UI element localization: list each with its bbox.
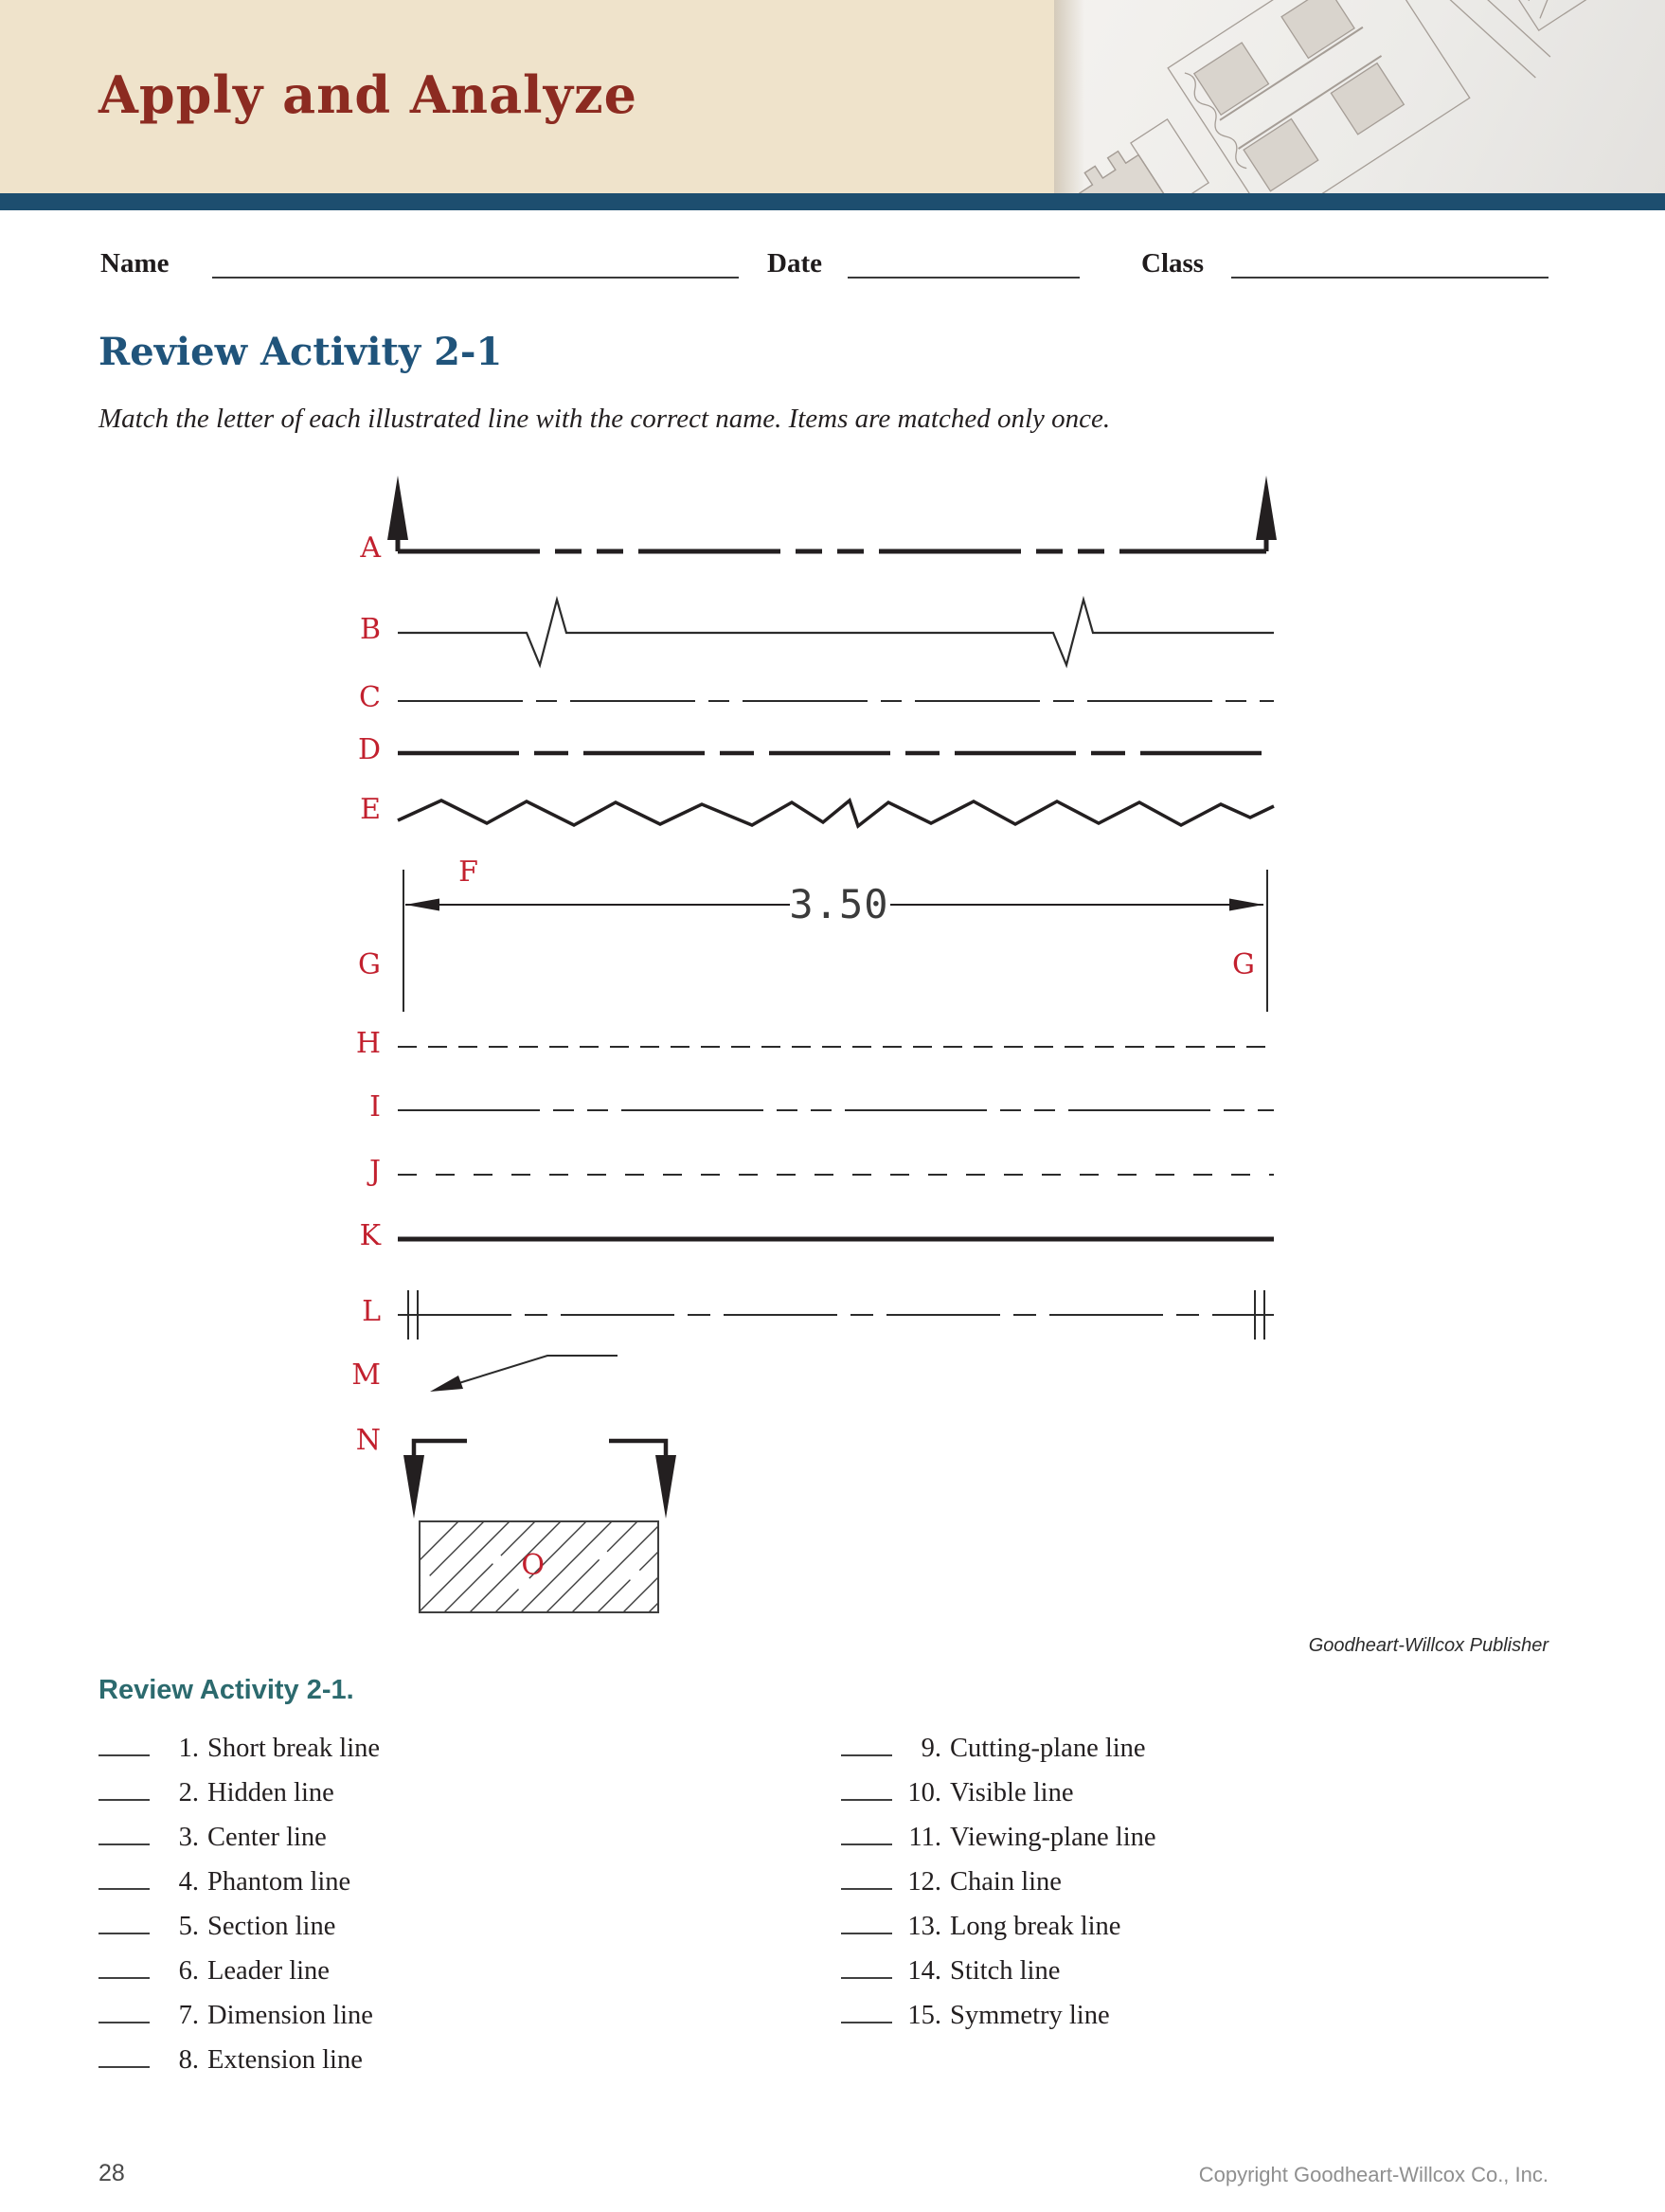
line-label-d: D bbox=[357, 733, 381, 766]
item-label: Short break line bbox=[207, 1734, 381, 1763]
match-item bbox=[98, 1952, 380, 1997]
answer-blank bbox=[841, 1952, 892, 1979]
item-number: 10. bbox=[907, 1778, 941, 1807]
date-label: Date bbox=[767, 248, 822, 279]
answer-blank bbox=[841, 1908, 892, 1934]
answer-blank bbox=[841, 1997, 892, 2023]
item-label: Dimension line bbox=[207, 2001, 373, 2030]
item-label: Leader line bbox=[207, 1956, 330, 1986]
answer-column-right bbox=[841, 1730, 1156, 2041]
item-number: 7. bbox=[178, 2001, 199, 2030]
match-item bbox=[841, 1952, 1156, 1997]
match-item bbox=[98, 1997, 380, 2041]
answer-blank bbox=[98, 1997, 150, 2023]
leader-arrow-icon bbox=[430, 1376, 463, 1392]
item-label: Visible line bbox=[950, 1778, 1074, 1807]
line-label-g-left: G bbox=[358, 948, 381, 981]
item-number: 4. bbox=[178, 1867, 199, 1897]
line-n-graphic bbox=[403, 1441, 676, 1519]
answer-blank bbox=[98, 1730, 150, 1756]
line-l-graphic bbox=[398, 1290, 1274, 1340]
class-label: Class bbox=[1141, 248, 1205, 279]
item-number: 12. bbox=[907, 1867, 941, 1897]
line-label-f: F bbox=[458, 855, 478, 889]
up-arrow-icon bbox=[387, 476, 408, 540]
item-number: 1. bbox=[178, 1734, 199, 1763]
answer-blank bbox=[98, 1908, 150, 1934]
match-item bbox=[98, 1908, 380, 1952]
line-label-g-right: G bbox=[1232, 948, 1255, 981]
item-label: Viewing-plane line bbox=[950, 1823, 1156, 1852]
answer-blank bbox=[98, 1819, 150, 1845]
line-label-m: M bbox=[351, 1358, 381, 1392]
item-number: 6. bbox=[178, 1956, 199, 1986]
match-item bbox=[841, 1863, 1156, 1908]
match-item bbox=[98, 2041, 380, 2086]
match-item bbox=[841, 1997, 1156, 2041]
item-label: Hidden line bbox=[207, 1778, 334, 1807]
item-label: Cutting-plane line bbox=[950, 1734, 1146, 1763]
match-item bbox=[841, 1774, 1156, 1819]
right-arrow-icon bbox=[1229, 899, 1263, 911]
item-label: Extension line bbox=[207, 2045, 363, 2075]
line-label-c: C bbox=[359, 681, 381, 714]
dimension-value: 3.50 bbox=[789, 881, 889, 927]
match-item bbox=[841, 1819, 1156, 1863]
line-a-graphic bbox=[387, 476, 1277, 551]
item-label: Chain line bbox=[950, 1867, 1062, 1897]
line-e-graphic bbox=[398, 800, 1274, 826]
up-arrow-icon bbox=[1256, 476, 1277, 540]
item-number: 13. bbox=[907, 1912, 941, 1941]
answer-blank bbox=[98, 2041, 150, 2068]
match-item bbox=[98, 1863, 380, 1908]
left-arrow-icon bbox=[405, 899, 439, 911]
match-item bbox=[841, 1908, 1156, 1952]
answer-blank bbox=[98, 1774, 150, 1801]
match-item bbox=[98, 1730, 380, 1774]
page-number: 28 bbox=[98, 2160, 125, 2186]
item-number: 15. bbox=[907, 2001, 941, 2030]
line-b-graphic bbox=[398, 600, 1274, 665]
item-label: Section line bbox=[207, 1912, 336, 1941]
answer-blank bbox=[841, 1863, 892, 1890]
item-label: Stitch line bbox=[950, 1956, 1061, 1986]
page-title: Apply and Analyze bbox=[98, 64, 637, 125]
answers-subheading: Review Activity 2-1. bbox=[98, 1675, 354, 1705]
match-item bbox=[841, 1730, 1156, 1774]
item-number: 5. bbox=[178, 1912, 199, 1941]
item-number: 14. bbox=[907, 1956, 941, 1986]
item-label: Long break line bbox=[950, 1912, 1121, 1941]
line-label-a: A bbox=[360, 531, 381, 565]
answer-blank bbox=[841, 1774, 892, 1801]
line-label-l: L bbox=[362, 1295, 381, 1328]
item-label: Phantom line bbox=[207, 1867, 351, 1897]
publisher-credit: Goodheart-Willcox Publisher bbox=[1308, 1635, 1549, 1656]
line-label-e: E bbox=[360, 793, 381, 826]
line-label-i: I bbox=[369, 1090, 381, 1124]
item-number: 9. bbox=[921, 1734, 941, 1763]
down-arrow-icon bbox=[403, 1455, 424, 1519]
line-o-graphic bbox=[360, 1516, 745, 1620]
line-label-h: H bbox=[355, 1027, 381, 1060]
line-label-o: O bbox=[521, 1549, 545, 1582]
line-m-graphic bbox=[430, 1356, 618, 1392]
down-arrow-icon bbox=[655, 1455, 676, 1519]
item-number: 11. bbox=[908, 1823, 941, 1852]
item-number: 3. bbox=[178, 1823, 199, 1852]
answer-column-left bbox=[98, 1730, 380, 2086]
item-label: Symmetry line bbox=[950, 2001, 1110, 2030]
line-label-k: K bbox=[359, 1219, 381, 1252]
copyright-text: Copyright Goodheart-Willcox Co., Inc. bbox=[1198, 2163, 1549, 2186]
answer-blank bbox=[98, 1952, 150, 1979]
line-label-j: J bbox=[368, 1155, 381, 1188]
line-label-b: B bbox=[359, 613, 381, 646]
answer-blank bbox=[841, 1730, 892, 1756]
match-item bbox=[98, 1819, 380, 1863]
line-label-n: N bbox=[355, 1424, 381, 1457]
activity-instructions: Match the letter of each illustrated line with the correct name. Items are matched only once. bbox=[98, 404, 1111, 434]
item-label: Center line bbox=[207, 1823, 327, 1852]
name-label: Name bbox=[100, 248, 170, 279]
item-number: 8. bbox=[178, 2045, 199, 2075]
item-number: 2. bbox=[178, 1778, 199, 1807]
answer-blank bbox=[98, 1863, 150, 1890]
match-item bbox=[98, 1774, 380, 1819]
answer-blank bbox=[841, 1819, 892, 1845]
activity-heading: Review Activity 2-1 bbox=[98, 330, 503, 374]
